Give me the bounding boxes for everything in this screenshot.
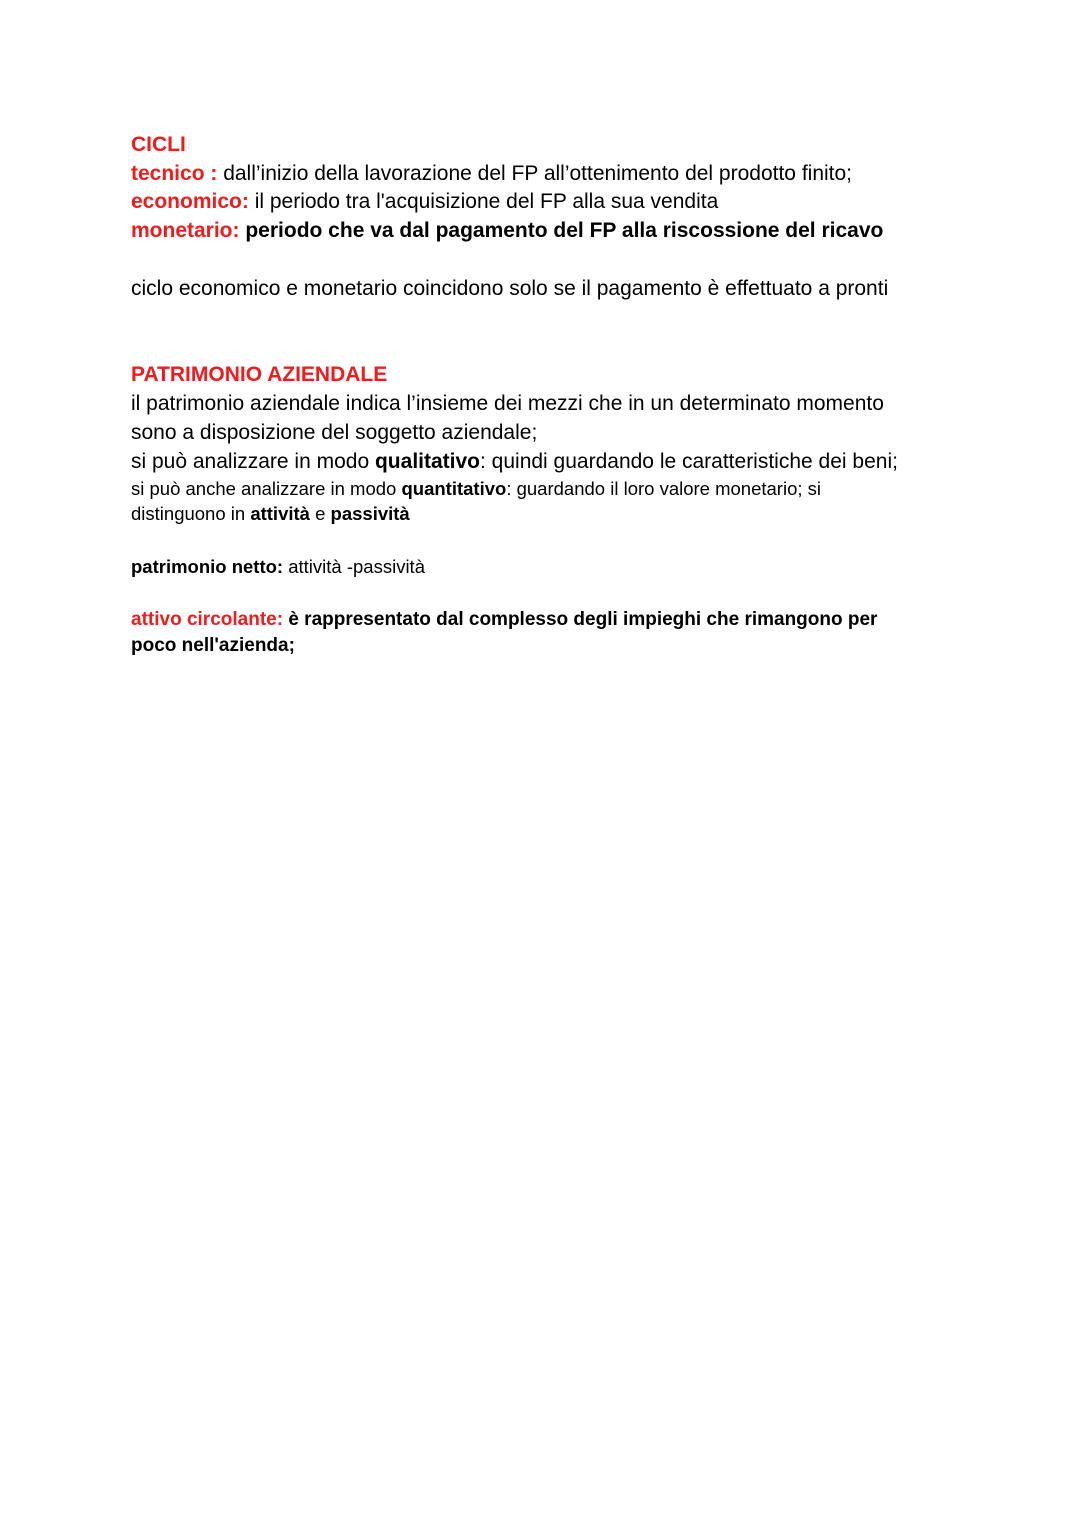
patrimonio-intro-line2: sono a disposizione del soggetto aziendale; — [131, 421, 538, 444]
line-quantitativo — [131, 480, 821, 499]
heading-patrimonio: PATRIMONIO AZIENDALE — [131, 363, 388, 386]
term-monetario: monetario: — [131, 219, 240, 242]
note-cicli: ciclo economico e monetario coincidono solo se il pagamento è effettuato a pronti — [131, 277, 889, 300]
text-tecnico: dall’inizio della lavorazione del FP all’ottenimento del prodotto finito; — [217, 162, 853, 185]
line-distinguono — [131, 505, 410, 524]
keyword-qualitativo: qualitativo — [374, 450, 480, 473]
term-patrimonio-netto: patrimonio netto: — [131, 556, 284, 577]
line-attivo-circolante-1 — [131, 610, 877, 629]
text-attivo-circolante-1: è rappresentato dal complesso degli impieghi che rimangono per — [283, 609, 878, 630]
term-economico: economico: — [131, 190, 249, 213]
term-attivo-circolante: attivo circolante: — [131, 609, 284, 630]
text-monetario: periodo che va dal pagamento del FP alla riscossione del ricavo — [239, 219, 884, 242]
text-patrimonio-netto: attività -passività — [283, 556, 425, 577]
definition-tecnico — [131, 163, 852, 184]
patrimonio-intro-line1: il patrimonio aziendale indica l’insieme dei mezzi che in un determinato momento — [131, 392, 884, 415]
keyword-passivita: passività — [330, 503, 410, 524]
text-economico: il periodo tra l'acquisizione del FP alla sua vendita — [248, 190, 719, 213]
line-patrimonio-netto — [131, 558, 425, 577]
distinguono-middle: e — [309, 503, 331, 524]
qualitativo-before: si può analizzare in modo — [131, 450, 375, 473]
term-tecnico: tecnico : — [131, 162, 218, 185]
definition-monetario — [131, 220, 883, 241]
distinguono-before: distinguono in — [131, 503, 251, 524]
line-qualitativo — [131, 451, 898, 472]
keyword-attivita: attività — [250, 503, 310, 524]
keyword-quantitativo: quantitativo — [401, 478, 507, 499]
definition-economico — [131, 191, 718, 212]
heading-cicli: CICLI — [131, 133, 186, 156]
quantitativo-before: si può anche analizzare in modo — [131, 478, 402, 499]
quantitativo-after: : guardando il loro valore monetario; si — [506, 478, 821, 499]
qualitativo-after: : quindi guardando le caratteristiche dei beni; — [480, 450, 898, 473]
line-attivo-circolante-2: poco nell'azienda; — [131, 635, 295, 656]
